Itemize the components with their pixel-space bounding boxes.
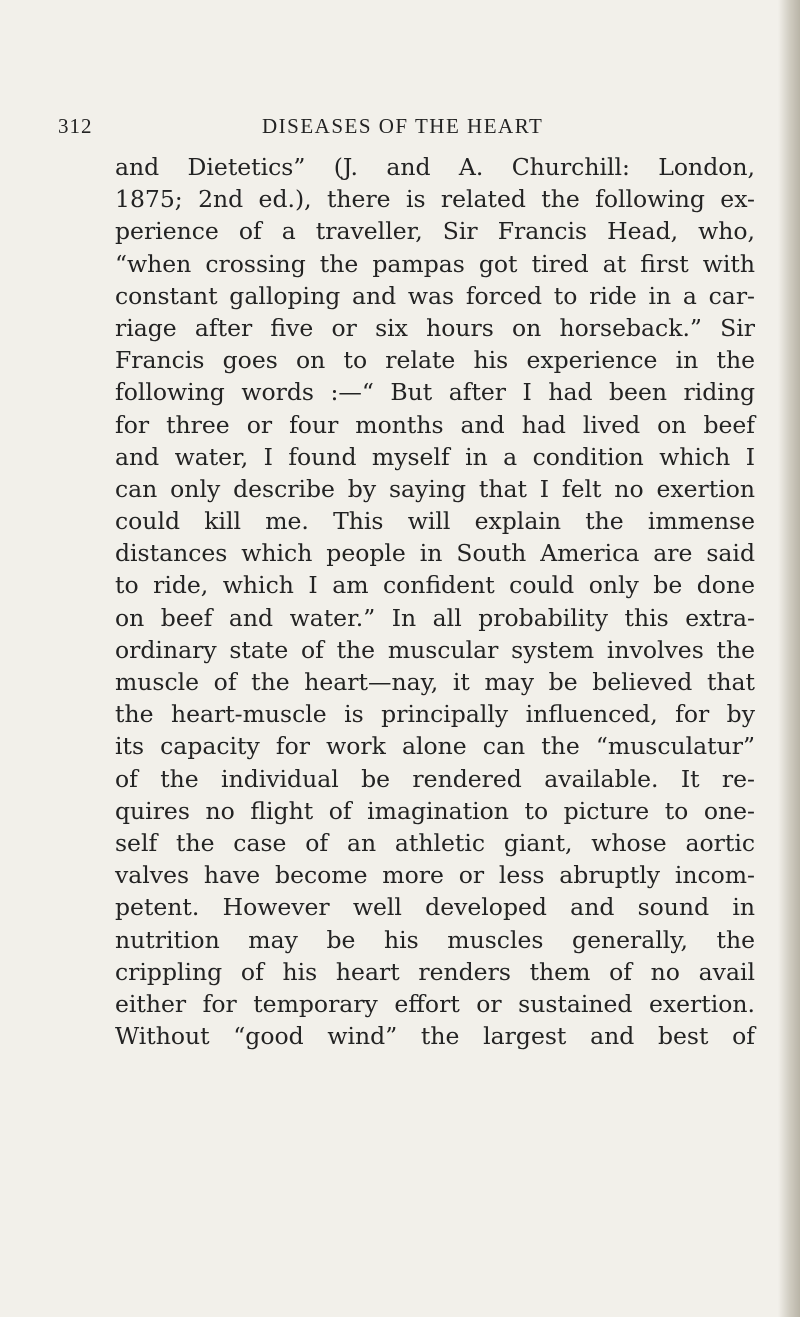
text-line: quires no flight of imagination to picture to one-	[115, 796, 755, 825]
text-line: petent. However well developed and sound in	[115, 893, 755, 922]
text-line: could kill me. This will explain the immense	[115, 507, 755, 536]
text-line: crippling of his heart renders them of no avail	[115, 957, 755, 986]
text-line: can only describe by saying that I felt no exertion	[115, 474, 755, 503]
page-edge-shadow	[778, 0, 800, 1317]
text-line: for three or four months and had lived on beef	[115, 410, 755, 439]
text-line: self the case of an athletic giant, whose aortic	[115, 828, 755, 857]
text-line: and water, I found myself in a condition which I	[115, 442, 755, 471]
text-line: to ride, which I am confident could only be done	[115, 571, 755, 600]
text-line: Francis goes on to relate his experience in the	[115, 346, 755, 375]
text-line: perience of a traveller, Sir Francis Head, who,	[115, 217, 755, 246]
text-line: valves have become more or less abruptly incom-	[115, 861, 755, 890]
text-line: muscle of the heart—nay, it may be believed that	[115, 668, 755, 696]
running-head	[58, 114, 748, 144]
text-line: the heart-muscle is principally influenced, for by	[115, 700, 755, 729]
text-line: either for temporary effort or sustained exertion.	[115, 989, 755, 1018]
text-line: of the individual be rendered available. It re-	[115, 764, 755, 793]
body-text	[115, 151, 755, 1052]
page-number: 312	[58, 114, 93, 138]
text-line: 1875; 2nd ed.), there is related the following ex-	[115, 185, 755, 214]
text-line: ordinary state of the muscular system involves the	[115, 635, 755, 664]
text-line: following words :—“ But after I had been riding	[115, 378, 755, 407]
running-title: DISEASES OF THE HEART	[262, 114, 544, 138]
text-line: and Dietetics” (J. and A. Churchill: London,	[115, 153, 755, 181]
text-line: its capacity for work alone can the “musculatur”	[115, 732, 755, 761]
text-line: Without “good wind” the largest and best of	[115, 1022, 755, 1051]
text-line: on beef and water.” In all probability this extra-	[115, 603, 755, 632]
text-line: constant galloping and was forced to ride in a car-	[115, 281, 755, 310]
text-line: “when crossing the pampas got tired at first with	[115, 249, 755, 278]
text-line: nutrition may be his muscles generally, the	[115, 925, 755, 954]
text-line: distances which people in South America are said	[115, 539, 755, 568]
text-line: riage after five or six hours on horseback.” Sir	[115, 313, 755, 342]
